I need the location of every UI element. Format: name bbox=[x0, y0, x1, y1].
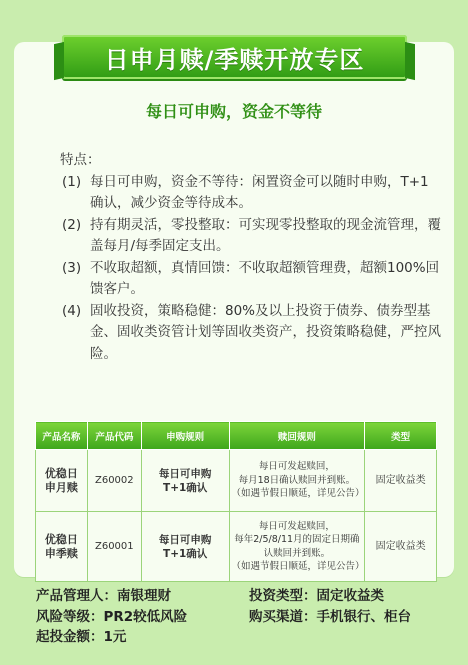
redeem-rule-line: 每日可发起赎回， bbox=[258, 520, 335, 532]
footer-row bbox=[36, 627, 456, 648]
features-section bbox=[62, 150, 442, 365]
col-header-type: 类型 bbox=[365, 422, 437, 450]
product-code-cell: Z60002 bbox=[87, 450, 141, 512]
feature-text: 每日可申购，资金不等待：闲置资金可以随时申购，T+1确认，减少资金等待成本。 bbox=[90, 173, 429, 211]
product-name-cell bbox=[36, 450, 88, 512]
feature-item bbox=[62, 301, 442, 366]
product-name-line: 优稳日 bbox=[44, 466, 78, 480]
redeem-rule-line: 每月18日确认赎回并到账。 bbox=[238, 474, 356, 486]
features-heading: 特点： bbox=[60, 152, 101, 168]
redeem-rule-line: （如遇节假日顺延，详见公告） bbox=[231, 488, 365, 500]
footer-row bbox=[36, 607, 456, 628]
buy-rule-line: 每日可申购 bbox=[158, 467, 212, 480]
product-info-footer bbox=[36, 586, 456, 648]
invest-type-info: 投资类型：固定收益类 bbox=[249, 588, 384, 604]
title-banner bbox=[62, 35, 407, 79]
col-header-buy-rule: 申购规则 bbox=[141, 422, 229, 450]
feature-number: (4) bbox=[62, 302, 82, 319]
feature-number: (3) bbox=[62, 259, 82, 276]
feature-text: 不收取超额，真情回馈：不收取超额管理费，超额100%回馈客户。 bbox=[90, 259, 440, 297]
redeem-rule-cell bbox=[229, 512, 365, 582]
min-amount-info: 起投金额：1元 bbox=[36, 629, 127, 645]
product-name-line: 申季赎 bbox=[44, 546, 78, 560]
feature-item bbox=[62, 258, 442, 301]
product-name-cell bbox=[36, 512, 88, 582]
feature-item bbox=[62, 172, 442, 215]
col-header-redeem-rule: 赎回规则 bbox=[229, 422, 365, 450]
feature-number: (2) bbox=[62, 216, 82, 233]
product-type-cell: 固定收益类 bbox=[365, 450, 437, 512]
product-table bbox=[35, 421, 437, 582]
feature-number: (1) bbox=[62, 173, 82, 190]
redeem-rule-line: （如遇节假日顺延，详见公告） bbox=[231, 561, 365, 572]
product-name-line: 申月赎 bbox=[44, 480, 78, 494]
table-row bbox=[36, 450, 437, 512]
product-type-cell: 固定收益类 bbox=[365, 512, 437, 582]
buy-rule-cell bbox=[141, 450, 229, 512]
table-row bbox=[36, 512, 437, 582]
col-header-name: 产品名称 bbox=[36, 422, 88, 450]
buy-rule-cell bbox=[141, 512, 229, 582]
product-name-line: 优稳日 bbox=[44, 532, 78, 546]
banner-title: 日申月赎/季赎开放专区 bbox=[104, 46, 365, 74]
page-subtitle: 每日可申购，资金不等待 bbox=[145, 102, 322, 121]
feature-item bbox=[62, 215, 442, 258]
purchase-channel-info: 购买渠道：手机银行、柜台 bbox=[249, 608, 411, 625]
product-code-cell: Z60001 bbox=[87, 512, 141, 582]
buy-rule-line: T+1确认 bbox=[163, 547, 208, 560]
buy-rule-line: T+1确认 bbox=[163, 481, 208, 494]
risk-level-info: 风险等级：PR2较低风险 bbox=[36, 608, 188, 625]
manager-info: 产品管理人：南银理财 bbox=[36, 588, 171, 604]
redeem-rule-line: 每日可发起赎回， bbox=[258, 461, 335, 473]
feature-text: 持有期灵活，零投整取：可实现零投整取的现金流管理，覆盖每月/每季固定支出。 bbox=[90, 216, 441, 254]
footer-row bbox=[36, 586, 456, 607]
buy-rule-line: 每日可申购 bbox=[158, 533, 212, 546]
col-header-code: 产品代码 bbox=[87, 422, 141, 450]
redeem-rule-cell bbox=[229, 450, 365, 512]
redeem-rule-line: 每年2/5/8/11月的固定日期确认赎回并到账。 bbox=[234, 534, 360, 559]
feature-text: 固收投资，策略稳健：80%及以上投资于债券、债券型基金、固收类资管计划等固收类资产，投资策略稳健，严控风险。 bbox=[90, 302, 441, 362]
table-header-row bbox=[36, 422, 437, 450]
